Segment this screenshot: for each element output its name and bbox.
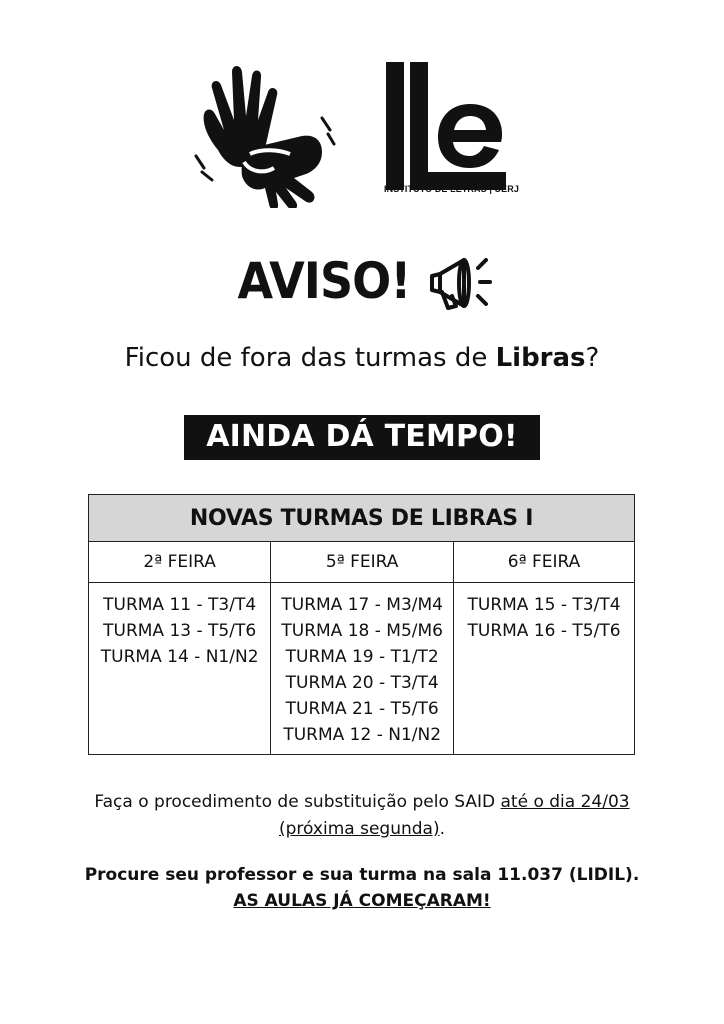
thursday-classes	[271, 583, 454, 755]
monday-classes	[89, 583, 271, 755]
day-monday: 2ª FEIRA	[89, 542, 271, 583]
schedule-title: NOVAS TURMAS DE LIBRAS I	[89, 495, 635, 542]
institute-caption: INSTITUTO DE LETRAS | UERJ	[384, 184, 519, 194]
procedure-next-monday: (próxima segunda)	[279, 819, 440, 839]
ile-logo	[384, 50, 509, 200]
class-entry: TURMA 13 - T5/T6	[103, 621, 257, 641]
megaphone-icon	[424, 250, 494, 312]
question-prefix: Ficou de fora das turmas de	[124, 343, 496, 373]
class-entry: TURMA 19 - T1/T2	[285, 647, 439, 667]
final-line-2: AS AULAS JÁ COMEÇARAM!	[233, 891, 491, 911]
class-entry: TURMA 20 - T3/T4	[285, 673, 439, 693]
sign-language-hands-icon	[190, 58, 340, 208]
class-entry: TURMA 18 - M5/M6	[281, 621, 443, 641]
notice-title: AVISO!	[237, 252, 411, 310]
final-line-1: Procure seu professor e sua turma na sala 11.037 (LIDIL).	[84, 865, 640, 885]
procedure-end: .	[439, 819, 445, 839]
day-thursday: 5ª FEIRA	[271, 542, 454, 583]
friday-classes	[454, 583, 635, 755]
class-entry: TURMA 17 - M3/M4	[281, 595, 443, 615]
class-entry: TURMA 15 - T3/T4	[467, 595, 621, 615]
class-entry: TURMA 21 - T5/T6	[285, 699, 439, 719]
procedure-main: Faça o procedimento de substituição pelo SAID	[94, 792, 501, 812]
final-notice	[0, 862, 724, 914]
question-bold: Libras	[495, 343, 586, 373]
class-entry: TURMA 11 - T3/T4	[103, 595, 257, 615]
notice-header	[0, 250, 724, 320]
day-friday: 6ª FEIRA	[454, 542, 635, 583]
banner-wrapper	[0, 415, 724, 460]
class-entry: TURMA 14 - N1/N2	[100, 647, 259, 667]
class-entry: TURMA 16 - T5/T6	[467, 621, 621, 641]
logos-row	[0, 50, 724, 210]
procedure-deadline: até o dia 24/03	[500, 792, 630, 812]
question-mark: ?	[585, 343, 600, 373]
still-time-banner: AINDA DÁ TEMPO!	[184, 415, 540, 460]
class-entry: TURMA 12 - N1/N2	[283, 725, 442, 745]
schedule-table	[88, 494, 635, 755]
procedure-text	[0, 789, 724, 843]
question-text	[0, 343, 724, 373]
